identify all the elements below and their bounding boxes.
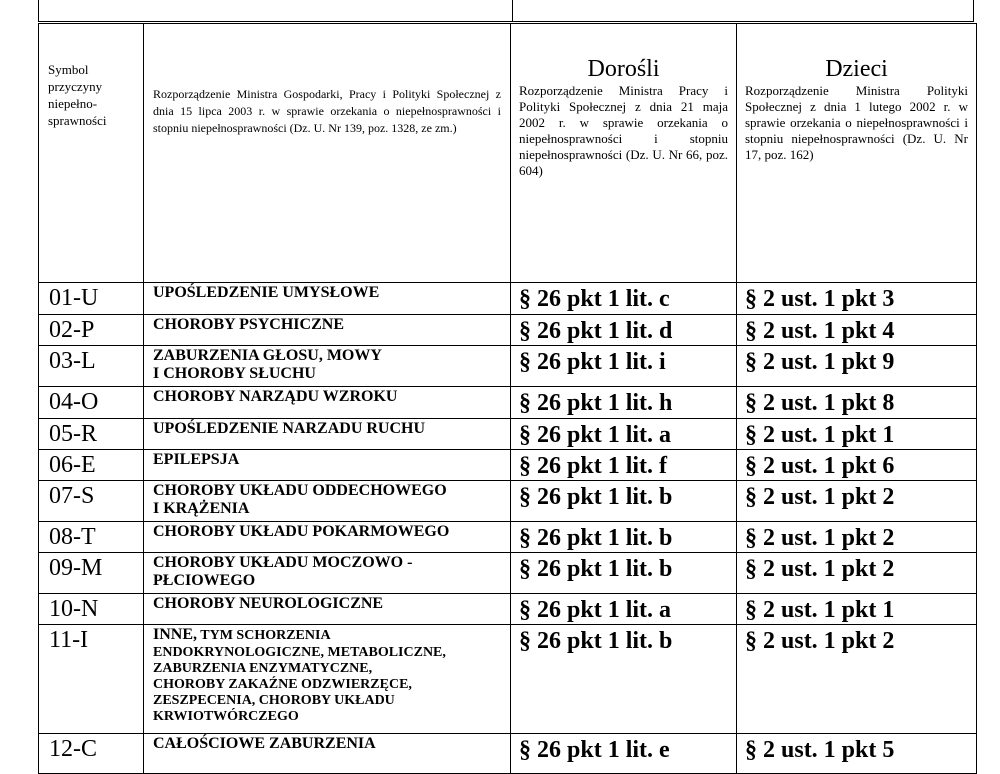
row-symbol: 07-S xyxy=(39,481,144,522)
header-children-regulation: Rozporządzenie Ministra Polityki Społecznej z dnia 1 lutego 2002 r. w sprawie orzekania o niepełnosprawności i stopniu niepełnosprawności (Dz. U. Nr 17, poz. 162) xyxy=(745,83,968,162)
table-header-row xyxy=(39,24,977,283)
row-adults-provision: § 26 pkt 1 lit. b xyxy=(511,481,737,522)
row-name-line: ENDOKRYNOLOGICZNE, METABOLICZNE, xyxy=(153,645,446,660)
table-row xyxy=(39,315,977,346)
row-name-line: EPILEPSJA xyxy=(153,451,240,468)
row-name-line: CHOROBY UKŁADU ODDECHOWEGO xyxy=(153,482,447,499)
row-adults-provision: § 26 pkt 1 lit. b xyxy=(511,625,737,734)
row-children-provision: § 2 ust. 1 pkt 9 xyxy=(737,346,977,387)
row-disability-name xyxy=(144,346,511,387)
table-row xyxy=(39,553,977,594)
row-children-provision: § 2 ust. 1 pkt 6 xyxy=(737,450,977,481)
header-symbol-line: przyczyny xyxy=(48,79,103,94)
row-name-line: KRWIOTWÓRCZEGO xyxy=(153,709,299,724)
row-name-line: CHOROBY UKŁADU MOCZOWO - xyxy=(153,554,413,571)
row-children-provision: § 2 ust. 1 pkt 5 xyxy=(737,734,977,774)
row-adults-provision: § 26 pkt 1 lit. d xyxy=(511,315,737,346)
header-symbol-line: Symbol xyxy=(48,62,89,77)
row-symbol: 02-P xyxy=(39,315,144,346)
row-name-line: CHOROBY NEUROLOGICZNE xyxy=(153,595,384,612)
table-row xyxy=(39,419,977,450)
row-symbol: 01-U xyxy=(39,283,144,315)
top-empty-row xyxy=(38,0,974,22)
row-children-provision: § 2 ust. 1 pkt 8 xyxy=(737,387,977,419)
header-children-cell xyxy=(737,24,977,283)
row-name-line: CAŁOŚCIOWE ZABURZENIA xyxy=(153,735,376,752)
row-children-provision: § 2 ust. 1 pkt 3 xyxy=(737,283,977,315)
row-children-provision: § 2 ust. 1 pkt 2 xyxy=(737,553,977,594)
row-name-line: CHOROBY ZAKAŹNE ODZWIERZĘCE, xyxy=(153,677,412,692)
row-name-line xyxy=(153,626,510,645)
row-adults-provision: § 26 pkt 1 lit. a xyxy=(511,419,737,450)
table-row xyxy=(39,387,977,419)
table-row xyxy=(39,481,977,522)
row-adults-provision: § 26 pkt 1 lit. b xyxy=(511,553,737,594)
row-children-provision: § 2 ust. 1 pkt 2 xyxy=(737,481,977,522)
row-disability-name xyxy=(144,734,511,774)
row-disability-name xyxy=(144,450,511,481)
row-name-line: CHOROBY NARZĄDU WZROKU xyxy=(153,388,398,405)
row-name-line: ZABURZENIA GŁOSU, MOWY xyxy=(153,347,382,364)
row-adults-provision: § 26 pkt 1 lit. c xyxy=(511,283,737,315)
row-name-line: UPOŚLEDZENIE NARZADU RUCHU xyxy=(153,420,426,437)
table-row xyxy=(39,450,977,481)
row-children-provision: § 2 ust. 1 pkt 1 xyxy=(737,419,977,450)
header-adults-regulation: Rozporządzenie Ministra Pracy i Polityki Społecznej z dnia 21 maja 2002 r. w sprawie orzekania o niepełnosprawności i stopniu niepełnosprawności (Dz. U. Nr 66, poz. 604) xyxy=(519,83,728,178)
header-regulation-text: Rozporządzenie Ministra Gospodarki, Pracy i Polityki Społecznej z dnia 15 lipca 2003 r. w sprawie orzekania o niepełnosprawności i stopniu niepełnosprawności (Dz. U. Nr 139, poz. 1328, ze zm.) xyxy=(153,87,501,135)
row-name-line: PŁCIOWEGO xyxy=(153,572,256,589)
row-disability-name xyxy=(144,625,511,734)
row-disability-name xyxy=(144,594,511,625)
row-name-line: I KRĄŻENIA xyxy=(153,500,250,517)
row-children-provision: § 2 ust. 1 pkt 2 xyxy=(737,625,977,734)
row-name-line: UPOŚLEDZENIE UMYSŁOWE xyxy=(153,284,380,301)
row-symbol: 05-R xyxy=(39,419,144,450)
row-children-provision: § 2 ust. 1 pkt 1 xyxy=(737,594,977,625)
table-row xyxy=(39,625,977,734)
row-symbol: 06-E xyxy=(39,450,144,481)
table-row xyxy=(39,346,977,387)
row-symbol: 04-O xyxy=(39,387,144,419)
row-symbol: 03-L xyxy=(39,346,144,387)
table-row xyxy=(39,734,977,774)
row-symbol: 12-C xyxy=(39,734,144,774)
disability-codes-table xyxy=(38,23,977,774)
header-regulation-cell xyxy=(144,24,511,283)
row-disability-name xyxy=(144,387,511,419)
row-name-head-rest: TYM SCHORZENIA xyxy=(197,628,331,643)
row-disability-name xyxy=(144,553,511,594)
table-row xyxy=(39,283,977,315)
row-disability-name xyxy=(144,283,511,315)
header-symbol-line: sprawności xyxy=(48,113,107,128)
row-name-line: ZESZPECENIA, CHOROBY UKŁADU xyxy=(153,693,395,708)
row-children-provision: § 2 ust. 1 pkt 2 xyxy=(737,522,977,553)
row-disability-name xyxy=(144,419,511,450)
header-symbol-line: niepełno- xyxy=(48,96,98,111)
row-symbol: 11-I xyxy=(39,625,144,734)
row-adults-provision: § 26 pkt 1 lit. i xyxy=(511,346,737,387)
row-name-head: INNE, xyxy=(153,626,198,643)
row-adults-provision: § 26 pkt 1 lit. a xyxy=(511,594,737,625)
header-adults-title: Dorośli xyxy=(587,56,660,82)
row-name-line: ZABURZENIA ENZYMATYCZNE, xyxy=(153,661,373,676)
row-name-line: CHOROBY PSYCHICZNE xyxy=(153,316,344,333)
table-row xyxy=(39,522,977,553)
row-symbol: 09-M xyxy=(39,553,144,594)
row-symbol: 08-T xyxy=(39,522,144,553)
row-symbol: 10-N xyxy=(39,594,144,625)
table-row xyxy=(39,594,977,625)
row-adults-provision: § 26 pkt 1 lit. b xyxy=(511,522,737,553)
row-adults-provision: § 26 pkt 1 lit. e xyxy=(511,734,737,774)
row-disability-name xyxy=(144,522,511,553)
header-adults-cell xyxy=(511,24,737,283)
row-disability-name xyxy=(144,315,511,346)
row-adults-provision: § 26 pkt 1 lit. h xyxy=(511,387,737,419)
row-children-provision: § 2 ust. 1 pkt 4 xyxy=(737,315,977,346)
row-adults-provision: § 26 pkt 1 lit. f xyxy=(511,450,737,481)
header-symbol-cell xyxy=(39,24,144,283)
top-row-divider xyxy=(512,0,513,21)
header-children-title: Dzieci xyxy=(825,56,888,82)
row-name-line: I CHOROBY SŁUCHU xyxy=(153,365,316,382)
row-name-line: CHOROBY UKŁADU POKARMOWEGO xyxy=(153,523,450,540)
row-disability-name xyxy=(144,481,511,522)
